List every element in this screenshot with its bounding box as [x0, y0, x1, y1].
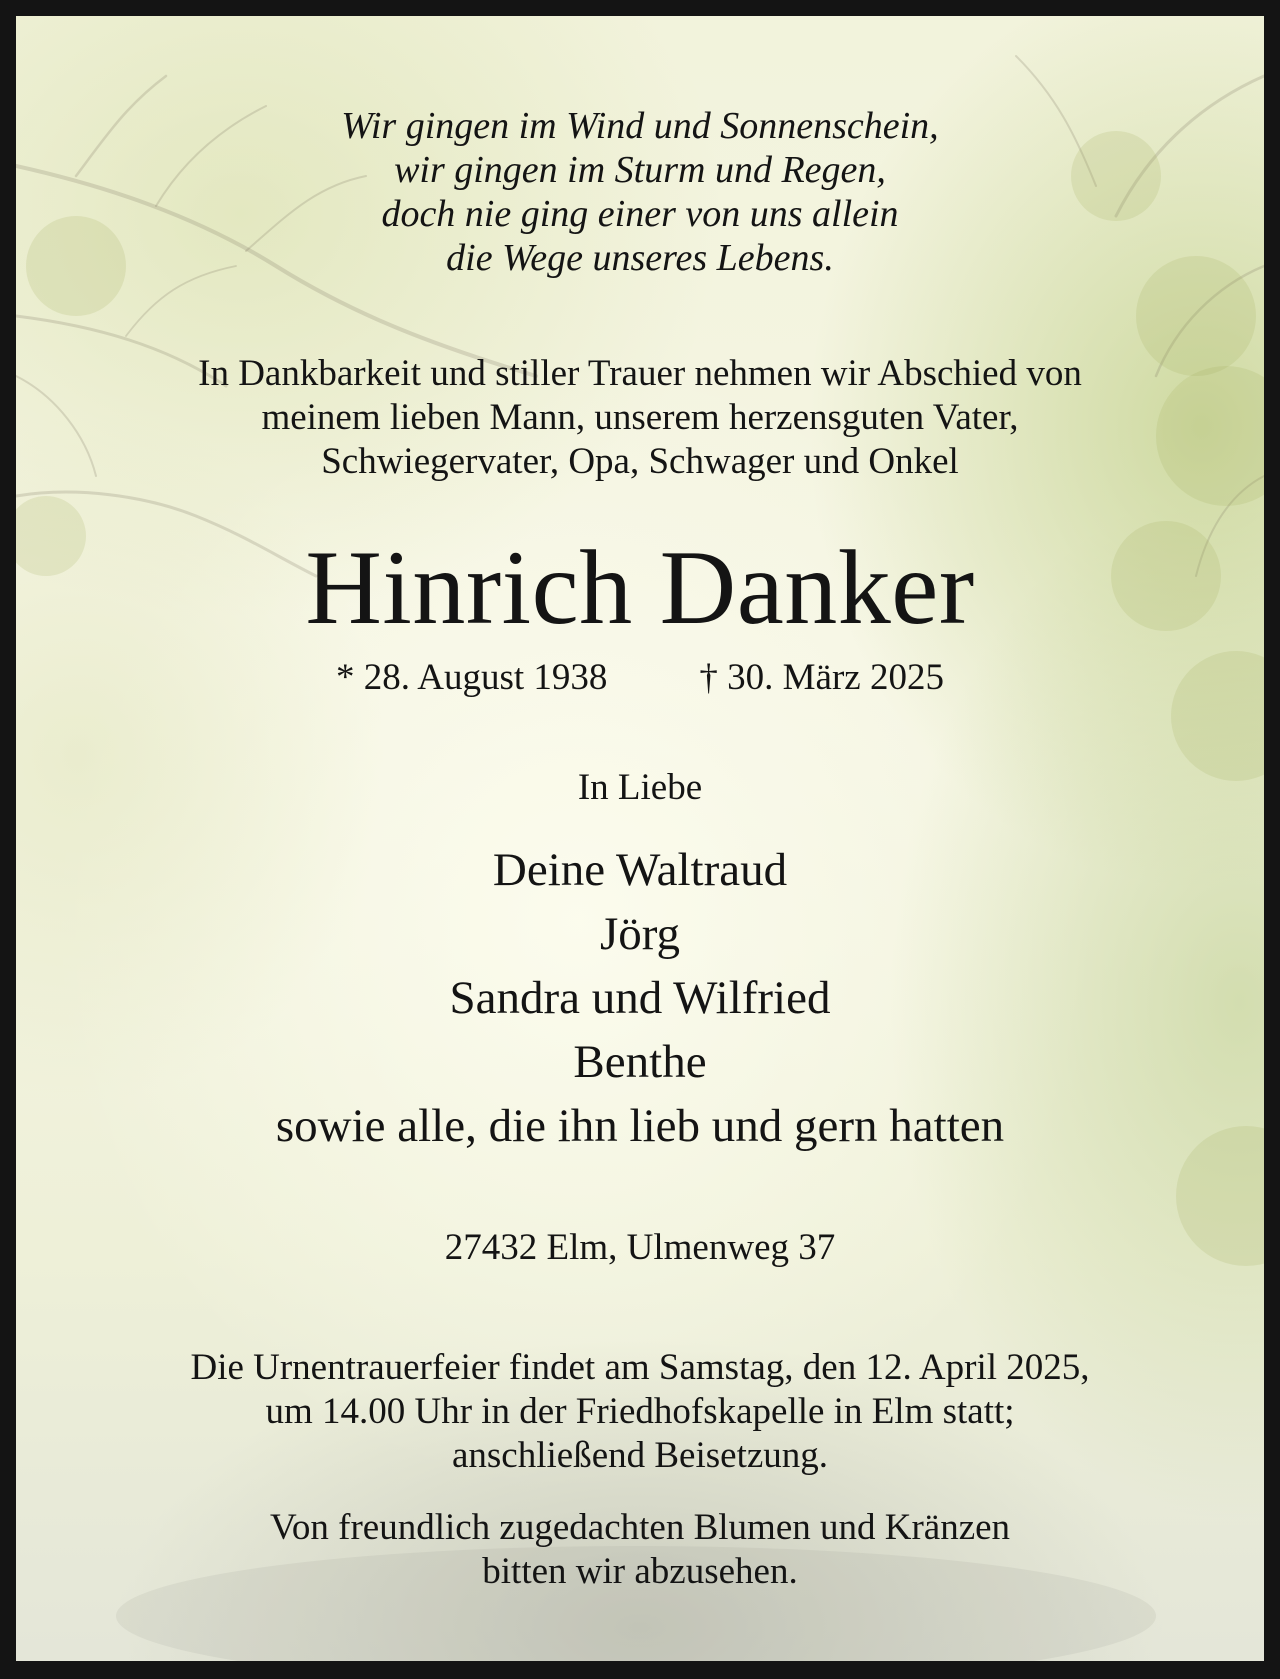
family-member: sowie alle, die ihn lieb und gern hatten [275, 1100, 1005, 1152]
farewell-intro [16, 352, 1264, 484]
family-member: Benthe [573, 1036, 707, 1088]
intro-line: meinem lieben Mann, unserem herzensguten Vater, [261, 397, 1019, 438]
poem-line: Wir gingen im Wind und Sonnenschein, [341, 105, 939, 147]
family-address: 27432 Elm, Ulmenweg 37 [444, 1227, 836, 1268]
service-line: um 14.00 Uhr in der Friedhofskapelle in Elm statt; [265, 1391, 1015, 1432]
obituary-card [16, 16, 1264, 1661]
family-list [16, 838, 1264, 1158]
birth-date: * 28. August 1938 [336, 657, 608, 698]
in-love-label: In Liebe [577, 767, 703, 808]
intro-line: Schwiegervater, Opa, Schwager und Onkel [321, 441, 959, 482]
flowers-line: bitten wir abzusehen. [482, 1551, 798, 1592]
poem-line: doch nie ging einer von uns allein [381, 193, 899, 235]
death-date: † 30. März 2025 [699, 657, 944, 698]
poem-verse [16, 104, 1264, 280]
service-details [16, 1346, 1264, 1478]
deceased-name: Hinrich Danker [305, 529, 975, 646]
intro-line: In Dankbarkeit und stiller Trauer nehmen wir Abschied von [198, 353, 1082, 394]
service-line: anschließend Beisetzung. [451, 1435, 829, 1476]
flowers-line: Von freundlich zugedachten Blumen und Kränzen [269, 1507, 1011, 1548]
life-dates [16, 656, 1264, 700]
poem-line: wir gingen im Sturm und Regen, [394, 149, 886, 191]
family-member: Sandra und Wilfried [449, 972, 831, 1024]
poem-line: die Wege unseres Lebens. [446, 237, 834, 279]
family-member: Deine Waltraud [492, 844, 788, 896]
family-member: Jörg [599, 908, 681, 960]
service-line: Die Urnentrauerfeier findet am Samstag, den 12. April 2025, [190, 1347, 1090, 1388]
flowers-note [16, 1506, 1264, 1594]
